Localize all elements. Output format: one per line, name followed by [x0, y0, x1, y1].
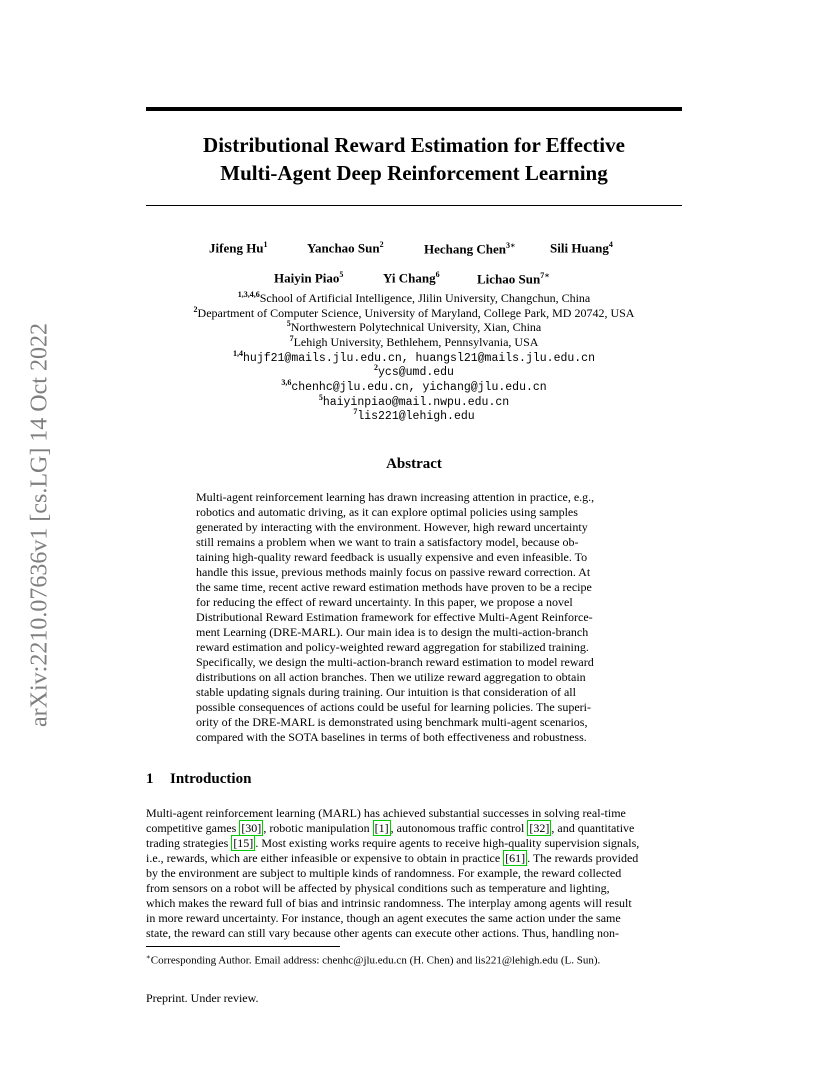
intro-text: competitive games — [146, 821, 240, 835]
intro-text: , and quantitative — [551, 821, 635, 835]
footnote — [146, 950, 682, 968]
author — [209, 240, 268, 256]
intro-line — [146, 851, 682, 866]
affiliation-text: School of Artificial Intelligence, Jlilin University, Changchun, China — [259, 291, 591, 305]
intro-text: , autonomous traffic control — [390, 821, 528, 835]
abstract-line: possible consequences of actions could be useful for learning policies. The superi- — [196, 700, 591, 714]
intro-text: , robotic manipulation — [263, 821, 373, 835]
intro-text: which makes the reward full of bias and intrinsic randomness. The interplay among agents will result — [146, 896, 632, 910]
abstract-line: compared with the SOTA baselines in terms of both effectiveness and robustness. — [196, 730, 587, 744]
footnote-mark: ∗ — [146, 953, 151, 961]
abstract-line: robotics and automatic driving, as it can explore optimal policies using samples — [196, 505, 578, 519]
intro-text: by the environment are subject to multiple kinds of randomness. For example, the reward collected — [146, 866, 622, 880]
intro-line — [146, 896, 682, 911]
paper-title — [146, 131, 682, 187]
affiliation-sup: 1,3,4,6 — [237, 290, 260, 299]
email-sup: 3,6 — [281, 378, 292, 387]
email-text: chenhc@jlu.edu.cn, yichang@jlu.edu.cn — [291, 381, 547, 394]
author-sup: 4 — [608, 240, 613, 249]
author — [477, 270, 550, 287]
author-sup: 6 — [435, 270, 440, 279]
intro-line — [146, 866, 682, 881]
intro-text: trading strategies — [146, 836, 232, 850]
author-sup: 1 — [263, 240, 268, 249]
email-text: haiyinpiao@mail.nwpu.edu.cn — [322, 396, 510, 409]
author — [307, 240, 384, 256]
author — [550, 240, 613, 256]
citation-link[interactable]: [61] — [505, 851, 526, 865]
intro-text: . Most existing works require agents to receive high-quality supervision signals, — [255, 836, 640, 850]
email-sup: 7 — [353, 407, 358, 416]
preprint-notice: Preprint. Under review. — [146, 991, 259, 1005]
email-text: lis221@lehigh.edu — [357, 410, 475, 423]
abstract-line: the same time, recent active reward estimation methods have proven to be a recipe — [196, 580, 592, 594]
author-name: Jifeng Hu — [209, 240, 264, 256]
abstract-line: still remains a problem when we want to train a satisfactory model, because ob- — [196, 535, 579, 549]
footnote-rule — [146, 946, 340, 947]
email-sup: 2 — [374, 363, 379, 372]
intro-text: Multi-agent reinforcement learning (MARL) has achieved substantial successes in solving real-time — [146, 806, 626, 820]
affiliation-sup: 2 — [193, 305, 198, 314]
intro-line — [146, 926, 682, 941]
title-bottom-rule — [146, 205, 682, 206]
author-name: Hechang Chen — [424, 241, 506, 257]
intro-text: from sensors on a robot will be affected by physical conditions such as temperature and lighting, — [146, 881, 610, 895]
author — [383, 270, 440, 286]
abstract-line: distributions on all action branches. Then we utilize reward aggregation to obtain — [196, 670, 586, 684]
intro-text: in more reward uncertainty. For instance, though an agent executes the same action under the same — [146, 911, 621, 925]
affiliation-text: Northwestern Polytechnical University, Xian, China — [290, 320, 542, 334]
author-sup: 7∗ — [540, 271, 550, 280]
email-text: ycs@umd.edu — [378, 366, 454, 379]
email-text: hujf21@mails.jlu.edu.cn, huangsl21@mails.jlu.edu.cn — [243, 352, 595, 365]
email-line — [146, 404, 682, 424]
abstract-line: Distributional Reward Estimation framework for effective Multi-Agent Reinforce- — [196, 610, 593, 624]
intro-line — [146, 881, 682, 896]
abstract-line: stable updating signals during training. Our intuition is that consideration of all — [196, 685, 576, 699]
citation-link[interactable]: [32] — [529, 821, 550, 835]
abstract-line: for reducing the effect of reward uncertainty. In this paper, we propose a novel — [196, 595, 573, 609]
abstract-line: reward estimation and policy-weighted reward aggregation for stabilized training. — [196, 640, 589, 654]
abstract-heading: Abstract — [386, 456, 442, 472]
author-sup: 2 — [379, 240, 384, 249]
section-heading — [146, 771, 251, 788]
author-sup: 5 — [339, 270, 344, 279]
footnote-text: Corresponding Author. Email address: chenhc@jlu.edu.cn (H. Chen) and lis221@lehigh.edu (L. Sun). — [150, 954, 601, 967]
title-top-rule — [146, 107, 682, 111]
author-name: Haiyin Piao — [274, 270, 340, 286]
abstract-line: ment Learning (DRE-MARL). Our main idea is to design the multi-action-branch — [196, 625, 589, 639]
intro-text: i.e., rewards, which are either infeasible or expensive to obtain in practice — [146, 851, 504, 865]
citation-link[interactable]: [30] — [241, 821, 262, 835]
intro-line — [146, 821, 682, 836]
intro-line — [146, 806, 682, 821]
intro-line — [146, 911, 682, 926]
author-name: Yanchao Sun — [307, 240, 380, 256]
abstract-line: taining high-quality reward feedback is usually expensive and even infeasible. To — [196, 550, 588, 564]
author — [424, 240, 516, 257]
affiliation-text: Lehigh University, Bethlehem, Pennsylvania, USA — [293, 335, 539, 349]
author-sup: 3∗ — [505, 241, 516, 250]
abstract-line: generated by interacting with the environment. However, high reward uncertainty — [196, 520, 588, 534]
abstract-line: handle this issue, previous methods mainly focus on passive reward correction. At — [196, 565, 591, 579]
email-sup: 5 — [318, 393, 323, 402]
email-sup: 1,4 — [233, 349, 244, 358]
affiliation-text: Department of Computer Science, University of Maryland, College Park, MD 20742, USA — [197, 306, 635, 320]
title-line: Distributional Reward Estimation for Effective — [203, 133, 625, 157]
intro-text: state, the reward can still vary because other agents can execute other actions. Thus, handling non- — [146, 926, 619, 940]
abstract-line: ority of the DRE-MARL is demonstrated using benchmark multi-agent scenarios, — [196, 715, 588, 729]
citation-link[interactable]: [15] — [233, 836, 254, 850]
abstract-line: Multi-agent reinforcement learning has drawn increasing attention in practice, e.g., — [196, 490, 595, 504]
author — [274, 270, 343, 286]
intro-line — [146, 836, 682, 851]
section-title: Introduction — [170, 771, 252, 787]
intro-text: . The rewards provided — [527, 851, 639, 865]
title-line: Multi-Agent Deep Reinforcement Learning — [220, 161, 608, 185]
citation-link[interactable]: [1] — [374, 821, 389, 835]
abstract-line: Specifically, we design the multi-action-branch reward estimation to model reward — [196, 655, 594, 669]
affiliation-sup: 5 — [286, 319, 291, 328]
affiliation-sup: 7 — [289, 334, 294, 343]
author-name: Yi Chang — [383, 270, 436, 286]
author-name: Lichao Sun — [477, 271, 541, 287]
section-number: 1 — [146, 771, 154, 787]
author-name: Sili Huang — [550, 240, 609, 256]
arxiv-identifier: arXiv:2210.07636v1 [cs.LG] 14 Oct 2022 — [26, 323, 53, 727]
